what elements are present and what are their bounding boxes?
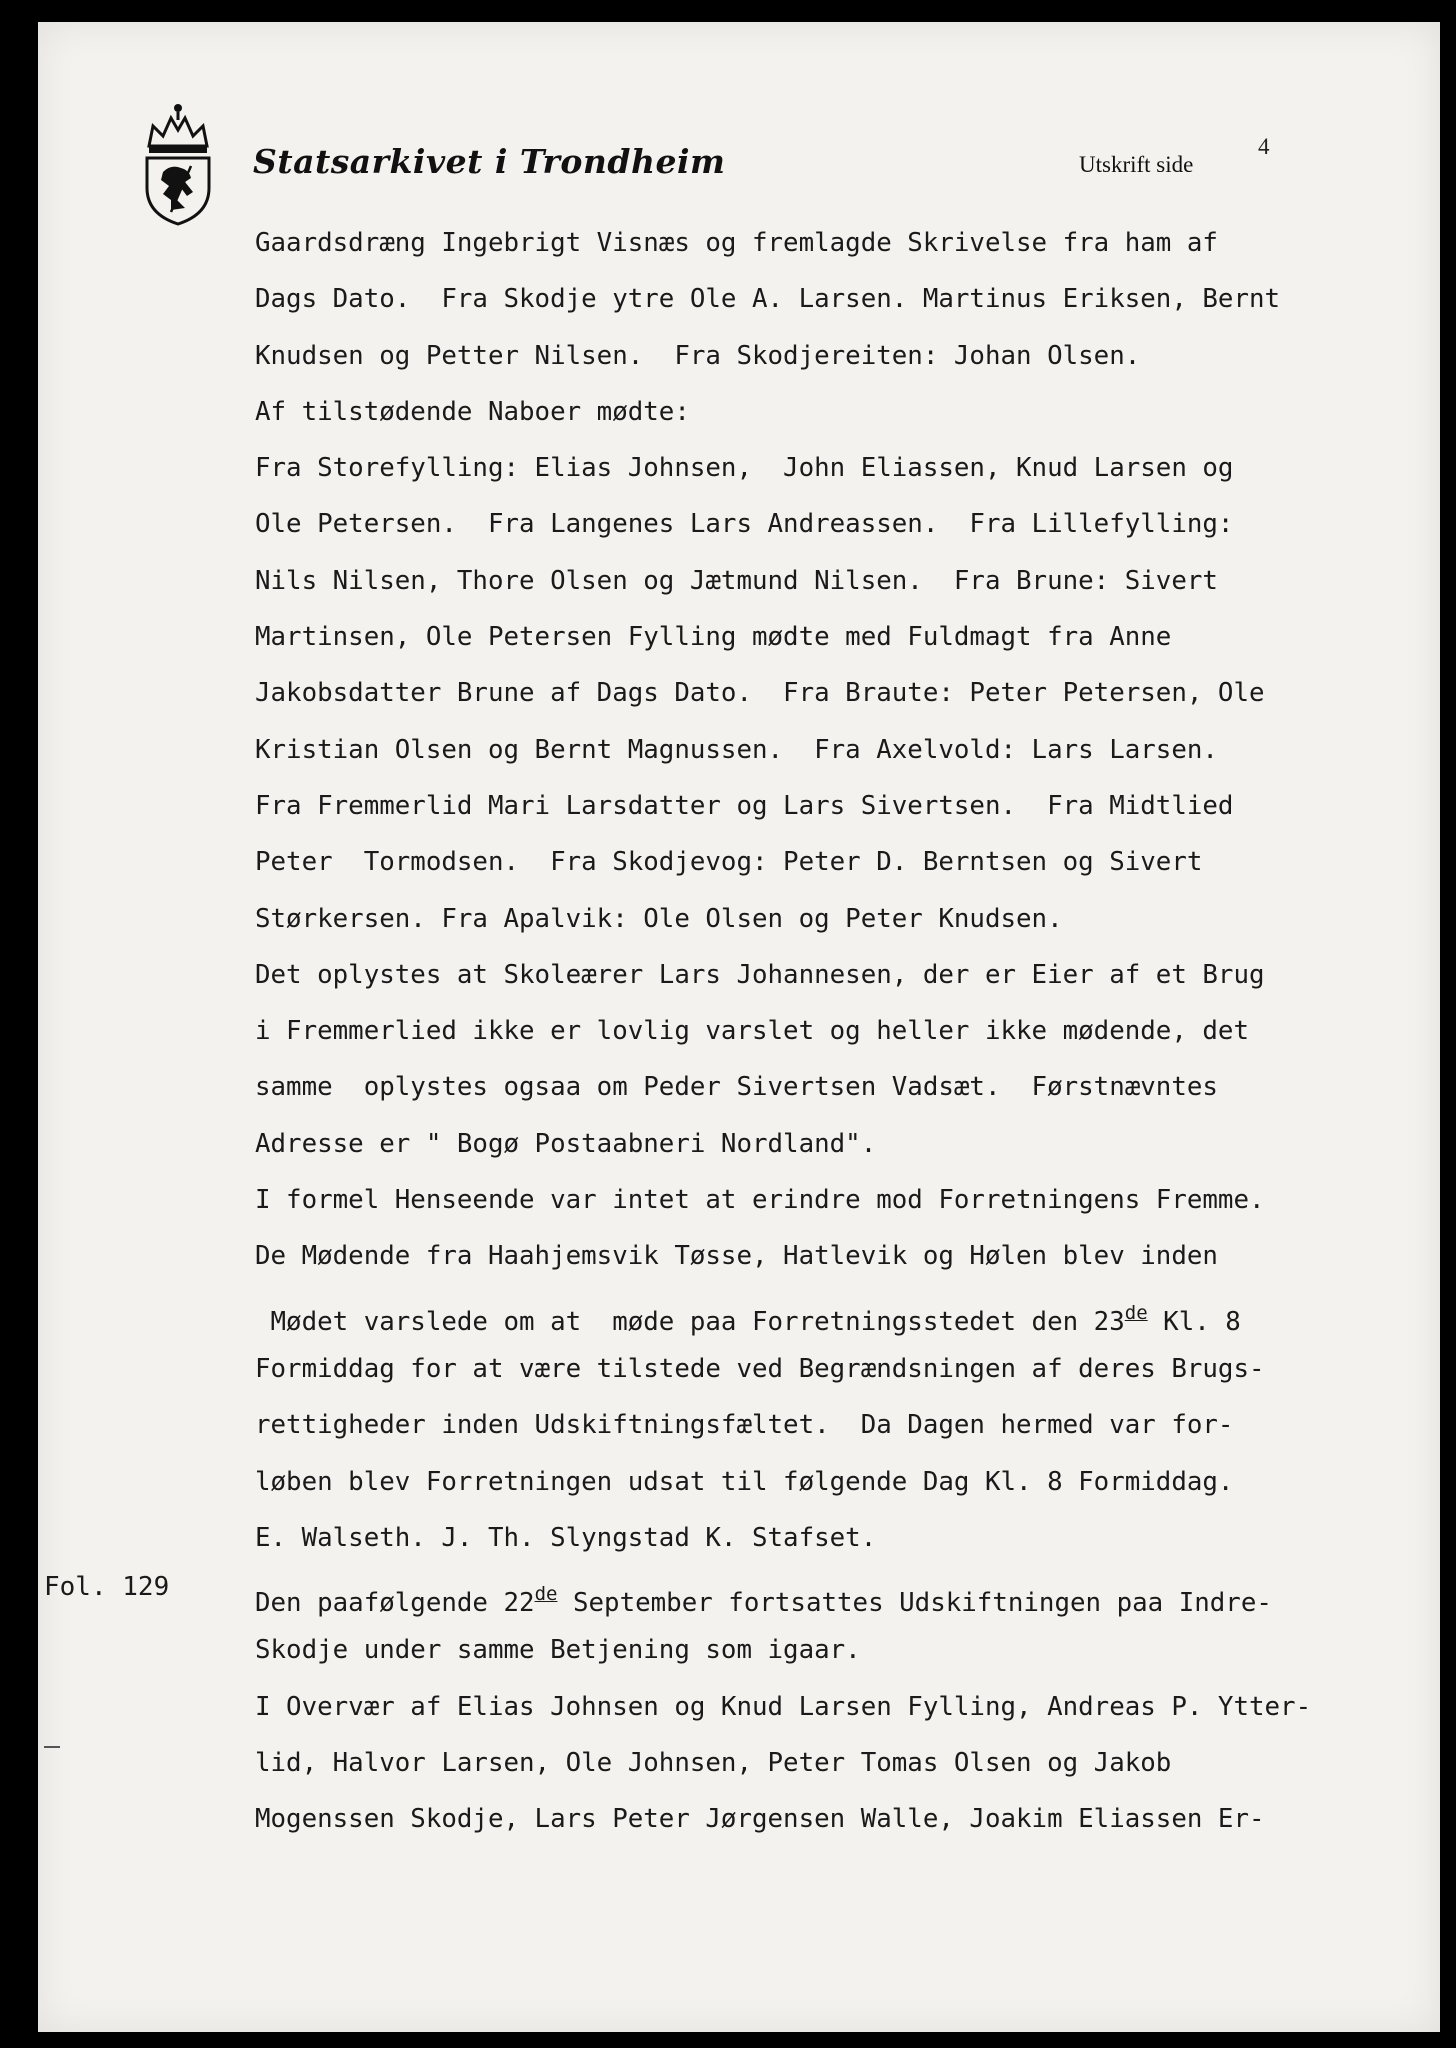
text-line: De Mødende fra Haahjemsvik Tøsse, Hatlevik og Hølen blev inden xyxy=(255,1241,1218,1272)
document-body-text xyxy=(255,215,1415,1848)
text-line: Skodje under samme Betjening som igaar. xyxy=(255,1635,861,1666)
ordinal-superscript: de xyxy=(1124,1301,1148,1324)
text-line: samme oplystes ogsaa om Peder Sivertsen Vadsæt. Førstnævntes xyxy=(255,1072,1218,1103)
text-line: Mogenssen Skodje, Lars Peter Jørgensen Walle, Joakim Eliassen Er- xyxy=(255,1804,1265,1835)
text-line-start: Den paafølgende 22 xyxy=(255,1588,535,1619)
text-line: Peter Tormodsen. Fra Skodjevog: Peter D. Berntsen og Sivert xyxy=(255,847,1203,878)
text-line: I Overvær af Elias Johnsen og Knud Larsen Fylling, Andreas P. Ytter- xyxy=(255,1691,1312,1722)
coat-of-arms-logo xyxy=(141,96,215,228)
text-line: Gaardsdræng Ingebrigt Visnæs og fremlagde Skrivelse fra ham af xyxy=(255,228,1218,258)
text-line: Martinsen, Ole Petersen Fylling mødte med Fuldmagt fra Anne xyxy=(255,622,1172,653)
folio-margin-note: Fol. 129 xyxy=(44,1572,170,1602)
utskrift-side-label: Utskrift side xyxy=(1079,152,1194,177)
text-line-end: Kl. 8 xyxy=(1147,1306,1241,1337)
archive-name-title: Statsarkivet i Trondheim xyxy=(253,142,726,181)
text-line: Dags Dato. Fra Skodje ytre Ole A. Larsen. Martinus Eriksen, Bernt xyxy=(255,284,1281,315)
text-line: Knudsen og Petter Nilsen. Fra Skodjereiten: Johan Olsen. xyxy=(255,340,1141,371)
text-line: Jakobsdatter Brune af Dags Dato. Fra Braute: Peter Petersen, Ole xyxy=(255,678,1265,709)
text-line: Det oplystes at Skoleærer Lars Johannesen, der er Eier af et Brug xyxy=(255,959,1265,990)
text-line-end: September fortsattes Udskiftningen paa Indre- xyxy=(557,1588,1272,1619)
text-line: I formel Henseende var intet at erindre mod Forretningens Fremme. xyxy=(255,1185,1265,1216)
text-line: Adresse er " Bogø Postaabneri Nordland". xyxy=(255,1128,877,1159)
text-line: Af tilstødende Naboer mødte: xyxy=(255,396,690,427)
page-number: 4 xyxy=(1258,134,1270,159)
text-line: Fra Fremmerlid Mari Larsdatter og Lars Sivertsen. Fra Midtlied xyxy=(255,790,1234,821)
text-line: Fra Storefylling: Elias Johnsen, John Eliassen, Knud Larsen og xyxy=(255,453,1234,484)
text-line-start: Mødet varslede om at møde paa Forretningsstedet den 23 xyxy=(255,1306,1125,1337)
text-line: i Fremmerlied ikke er lovlig varslet og heller ikke mødende, det xyxy=(255,1016,1249,1047)
text-line: Formiddag for at være tilstede ved Begrændsningen af deres Brugs- xyxy=(255,1353,1265,1384)
ordinal-superscript: de xyxy=(534,1583,558,1606)
margin-dash-mark xyxy=(44,1746,60,1748)
text-line: Størkersen. Fra Apalvik: Ole Olsen og Peter Knudsen. xyxy=(255,903,1063,934)
text-line: lid, Halvor Larsen, Ole Johnsen, Peter Tomas Olsen og Jakob xyxy=(255,1748,1172,1779)
text-line: Ole Petersen. Fra Langenes Lars Andreassen. Fra Lillefylling: xyxy=(255,509,1234,540)
text-line: Nils Nilsen, Thore Olsen og Jætmund Nilsen. Fra Brune: Sivert xyxy=(255,565,1218,596)
text-line xyxy=(255,1285,1415,1341)
text-line: løben blev Forretningen udsat til følgende Dag Kl. 8 Formiddag. xyxy=(255,1466,1234,1497)
text-line xyxy=(255,1566,1415,1622)
text-line: E. Walseth. J. Th. Slyngstad K. Stafset. xyxy=(255,1522,877,1553)
text-line: rettigheder inden Udskiftningsfæltet. Da Dagen hermed var for- xyxy=(255,1410,1234,1441)
text-line: Kristian Olsen og Bernt Magnussen. Fra Axelvold: Lars Larsen. xyxy=(255,734,1218,765)
